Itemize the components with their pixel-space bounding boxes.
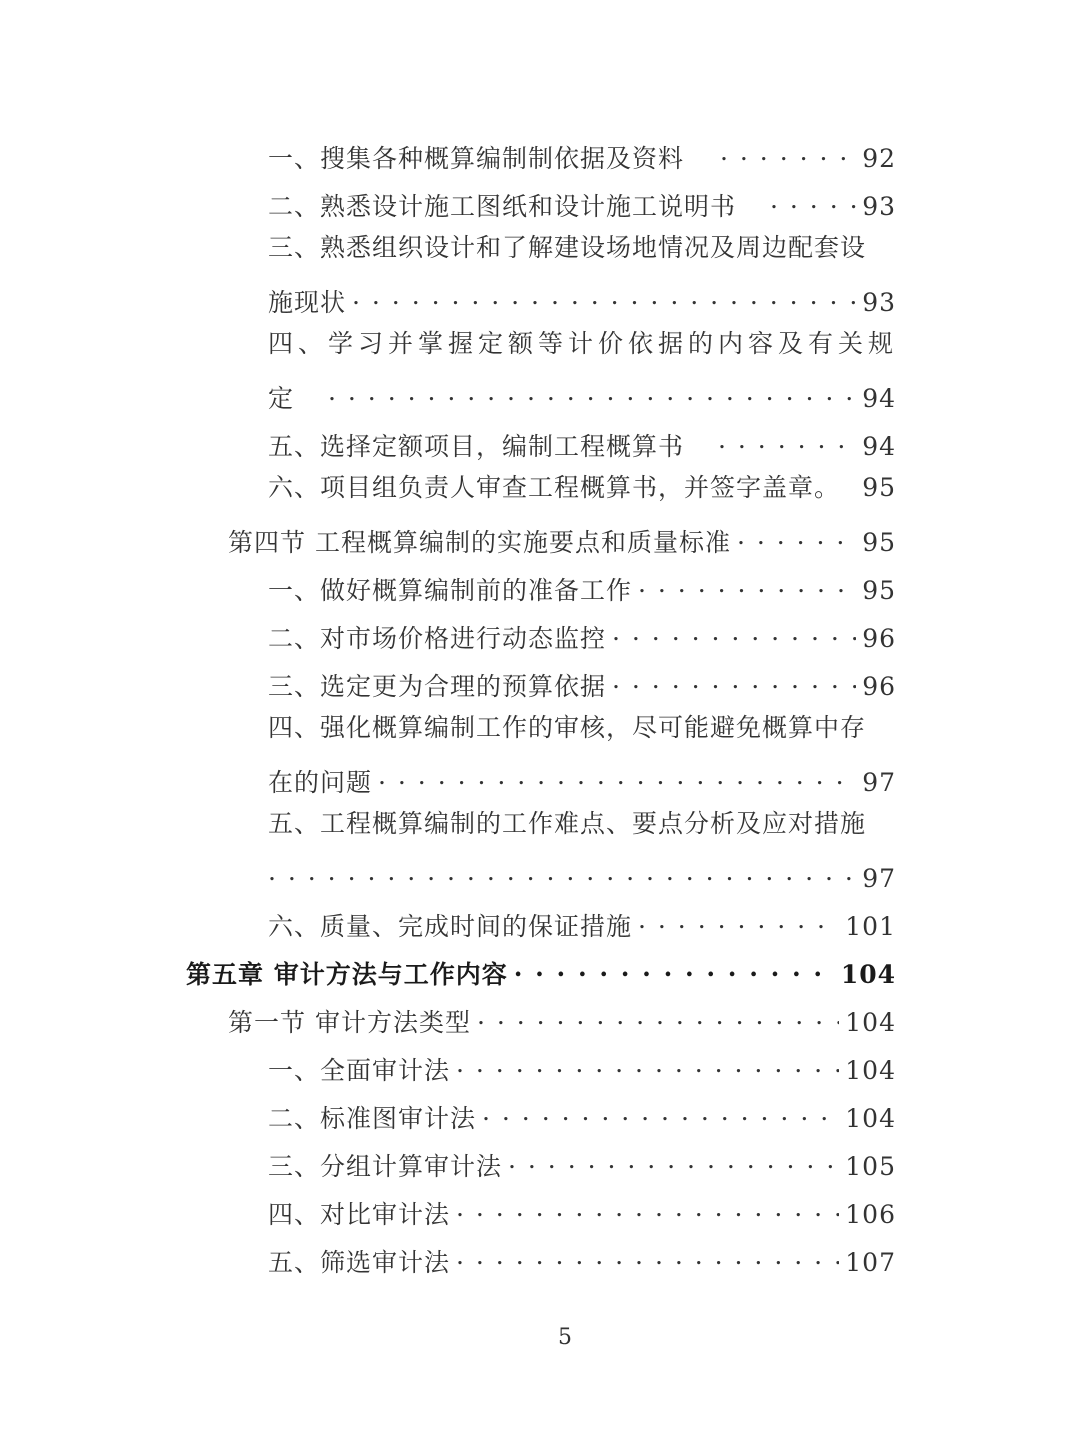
toc-leader [638,905,839,935]
toc-entry-page: 96 [862,672,896,701]
toc-entry-page: 94 [862,432,896,461]
toc-entry-section[interactable] [228,521,896,558]
toc-entry-title: 三、选定更为合理的预算依据 [268,672,607,701]
toc-entry[interactable] [268,1241,896,1278]
toc-leader [612,617,856,647]
toc-entry[interactable] [268,185,896,222]
toc-leader [456,1241,839,1271]
toc-leader [268,857,856,887]
toc-entry-chapter[interactable] [186,953,896,990]
toc-entry[interactable] [268,1049,896,1086]
toc-entry-page: 96 [862,624,896,653]
toc-entry-title: 一、全面审计法 [268,1056,451,1085]
toc-leader [720,137,856,167]
toc-leader [352,281,856,311]
toc-entry-page: 104 [845,1056,896,1085]
toc-entry-page: 104 [845,1008,896,1037]
toc-entry[interactable] [268,329,899,359]
toc-entry-page: 106 [845,1200,896,1229]
toc-entry[interactable] [268,857,896,894]
toc-leader [477,1001,839,1031]
toc-entry-title: 三、分组计算审计法 [268,1152,503,1181]
toc-entry-page: 97 [862,864,896,893]
toc-entry-page: 93 [862,288,896,317]
toc-entry-title: 第四节 工程概算编制的实施要点和质量标准 [228,528,731,557]
toc-entry[interactable] [268,713,896,743]
toc-leader [378,761,856,791]
toc-entry[interactable] [268,425,896,462]
toc-leader [770,185,856,215]
toc-entry[interactable] [268,233,896,263]
toc-entry-title: 六、质量、完成时间的保证措施 [268,912,633,941]
toc-entry-title: 五、筛选审计法 [268,1248,451,1277]
toc-leader [638,569,856,599]
toc-leader [612,665,856,695]
toc-entry-page: 95 [862,528,896,557]
toc-entry-title: 一、做好概算编制前的准备工作 [268,576,633,605]
toc-entry[interactable] [268,761,896,798]
toc-leader [514,953,835,983]
toc-entry[interactable] [268,569,896,606]
toc-entry[interactable] [268,1193,896,1230]
toc-entry-section[interactable] [228,1001,896,1038]
toc-entry[interactable] [268,665,896,702]
toc-entry[interactable] [268,617,896,654]
toc-leader [737,521,856,551]
toc-entry[interactable] [268,281,896,318]
toc-entry-title: 二、对市场价格进行动态监控 [268,624,607,653]
toc-entry-page: 95 [862,576,896,605]
toc-leader [508,1145,839,1175]
toc-entry[interactable] [268,905,896,942]
toc-entry-title: 定 [268,384,295,413]
toc-entry-title: 二、熟悉设计施工图纸和设计施工说明书 [268,192,737,221]
toc-entry-page: 107 [845,1248,896,1277]
toc-entry-title: 施现状 [268,288,347,317]
toc-entry-page: 104 [840,960,896,989]
toc-entry-title: 第一节 审计方法类型 [228,1008,471,1037]
toc-entry-title: 四、强化概算编制工作的审核，尽可能避免概算中存 [268,713,867,742]
toc-entry-title: 在的问题 [268,768,373,797]
toc-entry-title: 四、学习并掌握定额等计价依据的内容及有关规 [268,329,899,358]
toc-entry[interactable] [268,137,896,174]
toc-entry[interactable] [268,377,896,414]
toc-entry-title: 五、工程概算编制的工作难点、要点分析及应对措施 [268,809,867,838]
page-number: 5 [558,1325,572,1350]
toc-entry-page: 104 [845,1104,896,1133]
toc-entry-page: 97 [862,768,896,797]
toc-entry[interactable] [268,1097,896,1134]
toc-entry-page: 93 [862,192,896,221]
toc-entry-page: 94 [862,384,896,413]
toc-entry-page: 101 [845,912,896,941]
toc-entry-page: 105 [845,1152,896,1181]
toc-entry-title: 一、搜集各种概算编制制依据及资料 [268,144,685,173]
toc-leader [456,1049,839,1079]
toc-leader [718,425,856,455]
toc-leader [482,1097,839,1127]
toc-leader [456,1193,839,1223]
toc-entry-title: 二、标准图审计法 [268,1104,477,1133]
toc-entry[interactable] [268,809,896,839]
toc-entry-title: 第五章 审计方法与工作内容 [186,960,508,989]
toc-entry[interactable] [268,1145,896,1182]
toc-entry-title: 六、项目组负责人审查工程概算书，并签字盖章。 [268,473,841,502]
toc-entry-page: 95 [862,473,896,502]
toc-entry-title: 五、选择定额项目，编制工程概算书 [268,432,685,461]
toc-entry[interactable] [268,473,896,503]
toc-entry-title: 四、对比审计法 [268,1200,451,1229]
toc-entry-page: 92 [862,144,896,173]
toc-leader [328,377,856,407]
toc-entry-title: 三、熟悉组织设计和了解建设场地情况及周边配套设 [268,233,867,262]
